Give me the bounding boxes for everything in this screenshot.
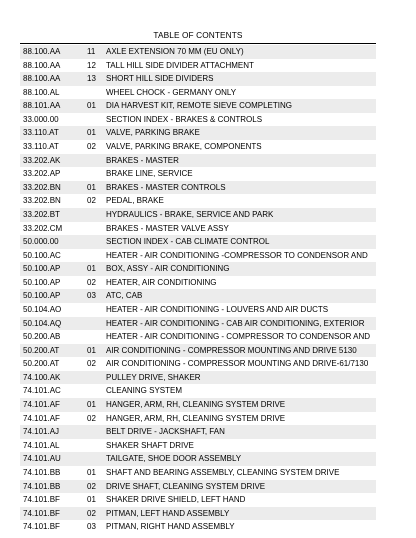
toc-row-description: BOX, ASSY - AIR CONDITIONING: [106, 264, 230, 274]
toc-row[interactable]: [20, 45, 376, 59]
toc-row[interactable]: [20, 452, 376, 466]
toc-row[interactable]: [20, 412, 376, 426]
toc-row-number: 12: [87, 60, 96, 70]
toc-row-code: 88.100.AA: [23, 47, 61, 56]
toc-row-number: 03: [87, 291, 96, 301]
toc-row-description: AXLE EXTENSION 70 MM (EU ONLY): [106, 47, 244, 56]
toc-row-code: 74.101.AC: [23, 386, 61, 396]
toc-row-description: ATC, CAB: [106, 291, 143, 301]
toc-row[interactable]: [20, 154, 376, 168]
toc-row-code: 88.100.AA: [23, 74, 61, 84]
toc-row[interactable]: [20, 249, 376, 263]
toc-row[interactable]: [20, 398, 376, 412]
toc-row-code: 50.200.AT: [23, 359, 60, 369]
toc-row[interactable]: [20, 289, 376, 303]
toc-row-number: [87, 113, 106, 127]
toc-title: TABLE OF CONTENTS: [153, 30, 243, 40]
toc-row-number: [87, 86, 106, 100]
toc-row-code: 50.000.00: [23, 237, 59, 247]
toc-row-number: [87, 452, 106, 466]
toc-row-code: 50.100.AP: [23, 291, 61, 301]
toc-row-number: [87, 384, 106, 398]
toc-row-description: SHAKER SHAFT DRIVE: [106, 440, 194, 450]
toc-row-number: [87, 222, 106, 236]
toc-row-number: [87, 317, 106, 331]
toc-row-code: 88.100.AL: [23, 87, 60, 97]
toc-row-code: 50.100.AP: [23, 277, 61, 287]
toc-row-code: 74.101.AL: [23, 440, 60, 450]
toc-row-number: 02: [87, 277, 96, 287]
toc-row-description: SHAKER DRIVE SHIELD, LEFT HAND: [106, 495, 246, 505]
toc-row-description: SHAFT AND BEARING ASSEMBLY, CLEANING SYSTEM DRIVE: [106, 467, 340, 477]
toc-row-description: HANGER, ARM, RH, CLEANING SYSTEM DRIVE: [106, 413, 286, 423]
toc-row[interactable]: [20, 371, 376, 385]
toc-row-number: [87, 154, 106, 168]
toc-row-code: 74.101.AF: [23, 400, 60, 410]
toc-row[interactable]: [20, 493, 376, 507]
toc-row[interactable]: [20, 194, 376, 208]
toc-row-number: 02: [87, 359, 96, 369]
toc-row-code: 33.110.AT: [23, 128, 59, 138]
toc-row[interactable]: [20, 276, 376, 290]
toc-row-number: [87, 439, 106, 453]
toc-row-description: HEATER - AIR CONDITIONING - COMPRESSOR TO CONDENSOR AND: [106, 332, 371, 342]
toc-row-code: 74.101.BB: [23, 467, 61, 477]
toc-row-number: [87, 425, 106, 439]
toc-row-description: HANGER, ARM, RH, CLEANING SYSTEM DRIVE: [106, 400, 286, 410]
toc-row-code: 88.100.AA: [23, 60, 61, 70]
toc-row[interactable]: [20, 330, 376, 344]
toc-row-number: [87, 330, 106, 344]
toc-row-code: 33.202.CM: [23, 223, 63, 233]
toc-row-description: VALVE, PARKING BRAKE, COMPONENTS: [106, 142, 262, 152]
toc-row[interactable]: [20, 520, 376, 534]
toc-row[interactable]: [20, 140, 376, 154]
toc-row[interactable]: [20, 72, 376, 86]
toc-row-description: HEATER, AIR CONDITIONING: [106, 277, 217, 287]
toc-row-code: 74.101.BF: [23, 495, 60, 505]
toc-row-description: BRAKES - MASTER CONTROLS: [106, 182, 226, 192]
toc-row-number: 01: [87, 128, 96, 138]
toc-row-code: 33.202.BT: [23, 209, 60, 219]
toc-row-description: SECTION INDEX - CAB CLIMATE CONTROL: [106, 237, 270, 247]
toc-row-code: 50.200.AT: [23, 345, 60, 355]
toc-row[interactable]: [20, 126, 376, 140]
toc-row-description: PITMAN, LEFT HAND ASSEMBLY: [106, 508, 230, 518]
toc-row[interactable]: [20, 357, 376, 371]
title-divider: [20, 43, 376, 44]
toc-row-description: TALL HILL SIDE DIVIDER ATTACHMENT: [106, 60, 254, 70]
toc-row-code: 74.101.AU: [23, 454, 61, 464]
toc-row-number: [87, 249, 106, 263]
toc-row-code: 50.100.AC: [23, 250, 61, 260]
toc-row-code: 88.101.AA: [23, 101, 61, 111]
toc-row-description: PITMAN, RIGHT HAND ASSEMBLY: [106, 522, 235, 532]
toc-row-description: BRAKES - MASTER VALVE ASSY: [106, 223, 229, 233]
toc-row-code: 33.000.00: [23, 114, 59, 124]
toc-row-number: 01: [87, 345, 96, 355]
toc-row-number: 01: [87, 400, 96, 410]
toc-row[interactable]: [20, 86, 376, 100]
toc-row[interactable]: [20, 480, 376, 494]
toc-row-code: 33.202.BN: [23, 182, 61, 192]
toc-row-description: HEATER - AIR CONDITIONING -COMPRESSOR TO CONDENSOR AND: [106, 250, 368, 260]
toc-row[interactable]: [20, 344, 376, 358]
toc-row-description: BRAKE LINE, SERVICE: [106, 169, 193, 179]
toc-row-description: SECTION INDEX - BRAKES & CONTROLS: [106, 114, 263, 124]
toc-row[interactable]: [20, 507, 376, 521]
toc-row-number: 13: [87, 74, 96, 84]
toc-row-description: HYDRAULICS - BRAKE, SERVICE AND PARK: [106, 209, 274, 219]
toc-row[interactable]: [20, 208, 376, 222]
toc-row-code: 74.101.AJ: [23, 427, 60, 437]
toc-row-code: 74.101.AF: [23, 413, 60, 423]
toc-row-number: [87, 303, 106, 317]
toc-row[interactable]: [20, 425, 376, 439]
toc-row[interactable]: [20, 262, 376, 276]
toc-row[interactable]: [20, 181, 376, 195]
toc-row-description: PULLEY DRIVE, SHAKER: [106, 372, 201, 382]
toc-row-description: SHORT HILL SIDE DIVIDERS: [106, 74, 214, 84]
toc-row-number: 11: [87, 47, 96, 56]
toc-row-description: CLEANING SYSTEM: [106, 386, 183, 396]
toc-row-description: PEDAL, BRAKE: [106, 196, 164, 206]
toc-row-number: 01: [87, 182, 96, 192]
toc-row-description: BELT DRIVE - JACKSHAFT, FAN: [106, 427, 225, 437]
toc-row[interactable]: [20, 466, 376, 480]
toc-row[interactable]: [20, 99, 376, 113]
toc-row-description: HEATER - AIR CONDITIONING - LOUVERS AND AIR DUCTS: [106, 304, 329, 314]
toc-row-number: 03: [87, 522, 96, 532]
toc-row[interactable]: [20, 439, 376, 453]
toc-row-code: 74.101.BB: [23, 481, 61, 491]
toc-row-code: 50.100.AP: [23, 264, 61, 274]
toc-row[interactable]: [20, 113, 376, 127]
toc-row-description: HEATER - AIR CONDITIONING - CAB AIR CONDITIONING, EXTERIOR: [106, 318, 365, 328]
toc-row-number: 01: [87, 495, 96, 505]
toc-row-description: WHEEL CHOCK - GERMANY ONLY: [106, 87, 237, 97]
toc-row-code: 50.200.AB: [23, 332, 61, 342]
toc-row-code: 74.101.BF: [23, 522, 60, 532]
toc-row-number: 01: [87, 467, 96, 477]
toc-row-code: 33.202.BN: [23, 196, 61, 206]
toc-row[interactable]: [20, 384, 376, 398]
toc-row[interactable]: [20, 235, 376, 249]
toc-row-description: DRIVE SHAFT, CLEANING SYSTEM DRIVE: [106, 481, 266, 491]
toc-row-number: 01: [87, 264, 96, 274]
toc-row-number: 02: [87, 142, 96, 152]
toc-row-number: [87, 208, 106, 222]
toc-row-number: 02: [87, 481, 96, 491]
toc-row-code: 74.100.AK: [23, 372, 61, 382]
toc-row-description: DIA HARVEST KIT, REMOTE SIEVE COMPLETING: [106, 101, 292, 111]
toc-row-code: 33.110.AT: [23, 142, 59, 152]
toc-row-description: TAILGATE, SHOE DOOR ASSEMBLY: [106, 454, 242, 464]
toc-row-number: 01: [87, 101, 96, 111]
toc-row[interactable]: [20, 303, 376, 317]
toc-row-number: [87, 371, 106, 385]
toc-table: [20, 45, 376, 534]
toc-row-code: 33.202.AK: [23, 155, 61, 165]
toc-row-code: 33.202.AP: [23, 169, 61, 179]
toc-row[interactable]: [20, 59, 376, 73]
toc-row-description: BRAKES - MASTER: [106, 155, 179, 165]
toc-row-number: 02: [87, 508, 96, 518]
toc-row-number: 02: [87, 196, 96, 206]
toc-row-code: 50.104.AQ: [23, 318, 62, 328]
toc-row-description: VALVE, PARKING BRAKE: [106, 128, 200, 138]
toc-row-code: 50.104.AO: [23, 304, 62, 314]
toc-row-description: AIR CONDITIONING - COMPRESSOR MOUNTING AND DRIVE 5130: [106, 345, 357, 355]
toc-row-code: 74.101.BF: [23, 508, 60, 518]
toc-row-number: [87, 167, 106, 181]
toc-row-number: [87, 235, 106, 249]
toc-page: [20, 30, 376, 534]
toc-row[interactable]: [20, 222, 376, 236]
toc-row-number: 02: [87, 413, 96, 423]
toc-row-description: AIR CONDITIONING - COMPRESSOR MOUNTING AND DRIVE-61/7130: [106, 359, 369, 369]
toc-row[interactable]: [20, 167, 376, 181]
toc-row[interactable]: [20, 317, 376, 331]
